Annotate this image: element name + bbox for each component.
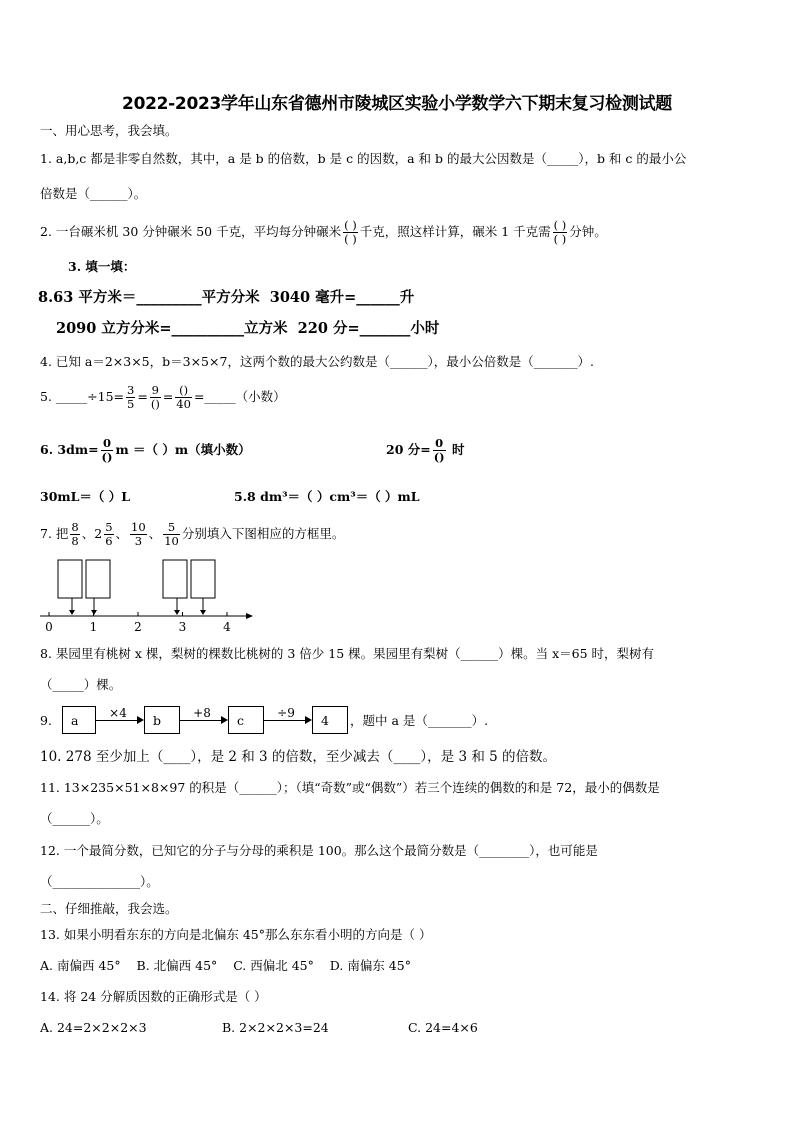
number-line-figure bbox=[36, 556, 256, 636]
question-1-line-1: 1. a,b,c 都是非零自然数，其中，a 是 b 的倍数，b 是 c 的因数，a 和 b 的最大公因数是（_____），b 和 c 的最小公 bbox=[40, 151, 687, 166]
answer-box-4[interactable] bbox=[191, 560, 215, 598]
option-14-b[interactable]: B. 2×2×2×3=24 bbox=[222, 1020, 329, 1035]
question-2-text-c: 分钟。 bbox=[569, 224, 607, 239]
question-2-fraction-1: $\frac{( )}{( )}$ bbox=[344, 218, 357, 246]
tick-label: 1 bbox=[89, 620, 98, 634]
answer-box-2[interactable] bbox=[86, 560, 110, 598]
flow-op-2: +8 bbox=[193, 706, 211, 720]
section-1-heading: 一、用心思考，我会填。 bbox=[40, 123, 178, 138]
option-13-a[interactable]: A. 南偏西 45° bbox=[40, 958, 121, 973]
option-13-b[interactable]: B. 北偏西 45° bbox=[136, 958, 218, 973]
flow-box-a: a bbox=[62, 706, 96, 734]
q7-fraction-2: $\frac{5}{6}$ bbox=[105, 520, 113, 548]
question-9-tail: ，题中 a 是（_______）. bbox=[350, 713, 489, 728]
question-6-line-2b: 5.8 dm³＝（ ）cm³＝（ ）mL bbox=[234, 489, 420, 504]
flow-box-c: c bbox=[228, 706, 264, 734]
question-3-line-2: 2090 立方分米=__________立方米 220 分=_______小时 bbox=[56, 320, 440, 337]
question-4: 4. 已知 a＝2×3×5，b＝3×5×7，这两个数的最大公约数是（______），最小公倍数是（_______）. bbox=[40, 354, 594, 369]
question-3-line-1: 8.63 平方米＝_________平方分米 3040 毫升=______升 bbox=[38, 289, 415, 306]
question-6-line-1: 6. 3dm= $\frac{0}{()}$ m ＝（ ）m（填小数） bbox=[40, 436, 251, 464]
question-8-line-1: 8. 果园里有桃树 x 棵，梨树的棵数比桃树的 3 倍少 15 棵。果园里有梨树（______）棵。当 x＝65 时，梨树有 bbox=[40, 646, 655, 661]
question-13-options bbox=[40, 958, 411, 974]
tick-label: 4 bbox=[223, 620, 231, 634]
flow-box-result: 4 bbox=[312, 706, 348, 734]
q6-fraction-1: $\frac{0}{()}$ bbox=[101, 436, 113, 464]
option-13-c[interactable]: C. 西偏北 45° bbox=[233, 958, 314, 973]
question-11-line-2: （______）。 bbox=[40, 811, 109, 826]
option-14-a[interactable]: A. 24=2×2×2×3 bbox=[40, 1020, 147, 1035]
section-2-heading: 二、仔细推敲，我会选。 bbox=[40, 901, 178, 916]
tick-label: 0 bbox=[45, 620, 53, 634]
question-7: 7. 把 $\frac{8}{8}$ 、2 $\frac{5}{6}$ 、 $\frac{10}{3}$ 、 $\frac{5}{10}$ 分别填入下图相应的方框里。 bbox=[40, 520, 345, 548]
question-6-hours: 20 分= $\frac{0}{()}$ 时 bbox=[386, 436, 465, 464]
question-2-text-b: 千克，照这样计算，碾米 1 千克需 bbox=[359, 224, 551, 239]
flow-op-3: ÷9 bbox=[277, 706, 295, 720]
question-2-fraction-2: $\frac{( )}{( )}$ bbox=[553, 218, 567, 246]
q7-fraction-3: $\frac{10}{3}$ bbox=[131, 520, 146, 548]
q5-fraction-1: $\frac{3}{5}$ bbox=[127, 383, 135, 411]
question-14-stem: 14. 将 24 分解质因数的正确形式是（ ） bbox=[40, 989, 267, 1004]
option-13-d[interactable]: D. 南偏东 45° bbox=[329, 958, 411, 973]
page-title: 2022-2023学年山东省德州市陵城区实验小学数学六下期末复习检测试题 bbox=[122, 94, 672, 114]
question-2-text-a: 2. 一台碾米机 30 分钟碾米 50 千克，平均每分钟碾米 bbox=[40, 224, 342, 239]
tick-label: 2 bbox=[134, 620, 142, 634]
flow-box-b: b bbox=[144, 706, 180, 734]
question-11-line-1: 11. 13×235×51×8×97 的积是（______）；（填“奇数”或“偶数”）若三个连续的偶数的和是 72，最小的偶数是 bbox=[40, 780, 660, 795]
q5-fraction-3: $\frac{()}{40}$ bbox=[176, 383, 191, 411]
question-12-line-2: （______________）。 bbox=[40, 874, 159, 889]
flow-op-1: ×4 bbox=[109, 706, 127, 720]
question-2 bbox=[40, 217, 607, 247]
q7-fraction-1: $\frac{8}{8}$ bbox=[71, 520, 79, 548]
answer-box-3[interactable] bbox=[163, 560, 187, 598]
question-1-line-2: 倍数是（______）。 bbox=[40, 186, 147, 201]
q7-fraction-4: $\frac{5}{10}$ bbox=[164, 520, 179, 548]
question-13-stem: 13. 如果小明看东东的方向是北偏东 45°那么东东看小明的方向是（ ） bbox=[40, 927, 432, 942]
question-8-line-2: （_____）棵。 bbox=[40, 677, 122, 692]
answer-box-1[interactable] bbox=[58, 560, 82, 598]
q5-fraction-2: $\frac{9}{()}$ bbox=[150, 383, 160, 411]
option-14-c[interactable]: C. 24=4×6 bbox=[408, 1020, 478, 1035]
tick-label: 3 bbox=[178, 620, 187, 634]
question-6-line-2a: 30mL＝（ ）L bbox=[40, 489, 131, 504]
q6-fraction-2: $\frac{0}{()}$ bbox=[433, 436, 445, 464]
axis-arrow bbox=[246, 613, 253, 619]
question-3-heading: 3. 填一填： bbox=[68, 259, 136, 274]
question-12-line-1: 12. 一个最简分数，已知它的分子与分母的乘积是 100。那么这个最简分数是（________），也可能是 bbox=[40, 843, 598, 858]
question-5: 5. _____÷15= $\frac{3}{5}$ = $\frac{9}{()}$ = $\frac{()}{40}$ =_____（小数） bbox=[40, 383, 286, 411]
question-10: 10. 278 至少加上（____），是 2 和 3 的倍数，至少减去（____），是 3 和 5 的倍数。 bbox=[40, 749, 557, 765]
question-9-number: 9. bbox=[40, 713, 52, 728]
